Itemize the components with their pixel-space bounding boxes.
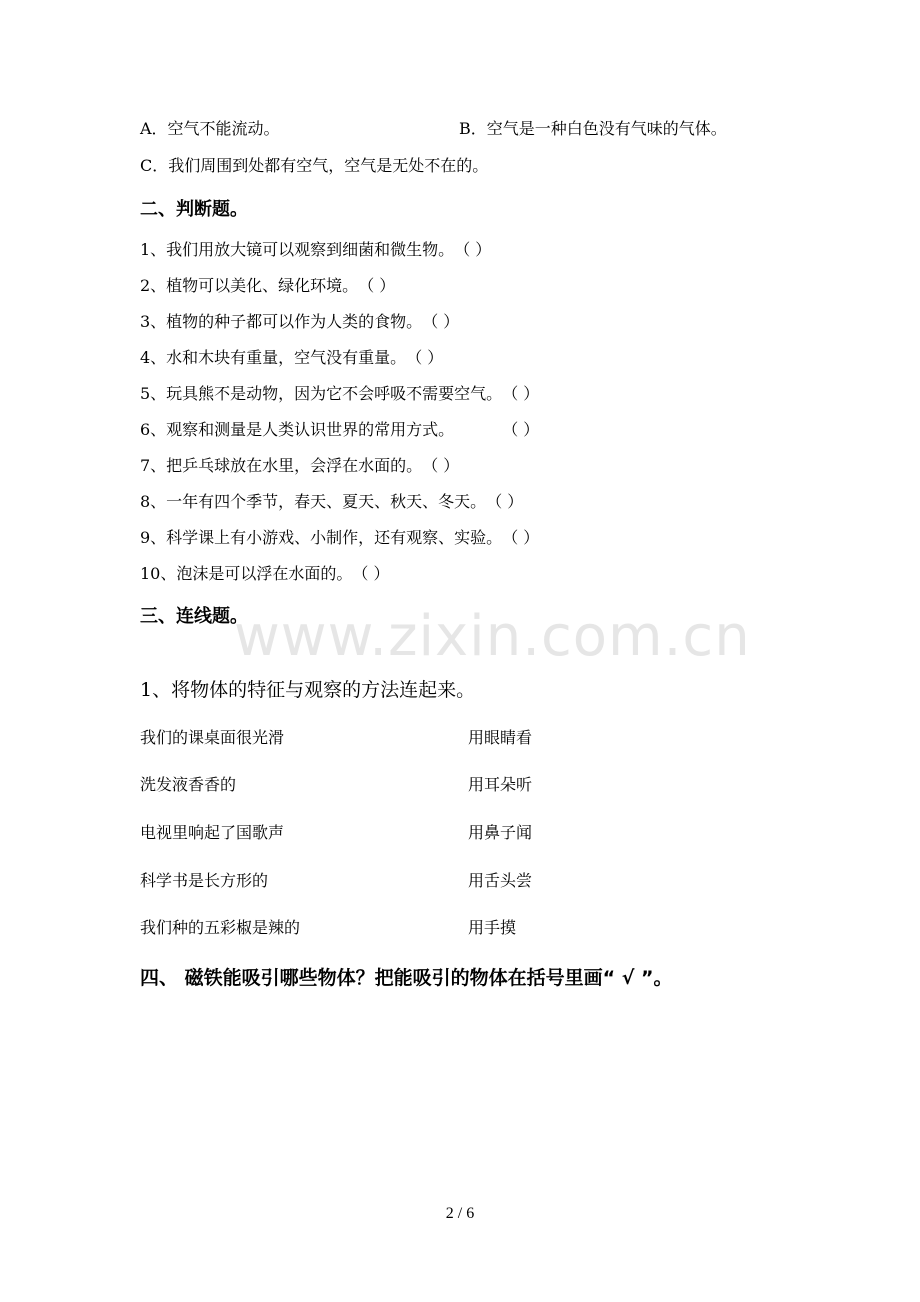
judgement-text: 6、观察和测量是人类认识世界的常用方式。 xyxy=(140,420,455,439)
judgement-item xyxy=(140,312,459,332)
section-3-title: 三、连线题。 xyxy=(140,606,248,627)
page-number: 2 / 6 xyxy=(445,1205,475,1222)
answer-paren[interactable]: （ ） xyxy=(502,420,540,439)
feature-item[interactable]: 我们种的五彩椒是辣的 xyxy=(140,918,301,937)
judgement-text: 1、我们用放大镜可以观察到细菌和微生物。 xyxy=(140,240,455,259)
option-a: A．空气不能流动。 xyxy=(140,119,280,138)
answer-paren[interactable]: （ ） xyxy=(422,456,460,475)
feature-item[interactable]: 科学书是长方形的 xyxy=(140,871,269,890)
answer-paren[interactable]: （ ） xyxy=(352,564,390,583)
watermark: www.zixin.com.cn xyxy=(234,604,751,669)
judgement-text: 5、玩具熊不是动物，因为它不会呼吸不需要空气。 xyxy=(140,384,503,403)
judgement-item xyxy=(140,240,491,260)
answer-paren[interactable]: （ ） xyxy=(422,312,460,331)
feature-item[interactable]: 我们的课桌面很光滑 xyxy=(140,728,285,747)
feature-item[interactable]: 电视里响起了国歌声 xyxy=(140,823,285,842)
option-b: B．空气是一种白色没有气味的气体。 xyxy=(459,119,727,138)
section-4-title: 四、 磁铁能吸引哪些物体？把能吸引的物体在括号里画“ √ ”。 xyxy=(140,967,673,989)
method-item[interactable]: 用手摸 xyxy=(468,918,517,937)
answer-paren[interactable]: （ ） xyxy=(486,492,524,511)
section-3-subtitle: 1、将物体的特征与观察的方法连起来。 xyxy=(140,679,476,701)
answer-paren[interactable]: （ ） xyxy=(502,384,540,403)
method-item[interactable]: 用眼睛看 xyxy=(468,728,533,747)
answer-paren[interactable]: （ ） xyxy=(502,528,540,547)
method-item[interactable]: 用鼻子闻 xyxy=(468,823,533,842)
judgement-text: 8、一年有四个季节，春天、夏天、秋天、冬天。 xyxy=(140,492,487,511)
judgement-text: 10、泡沫是可以浮在水面的。 xyxy=(140,564,353,583)
judgement-item xyxy=(140,384,539,404)
judgement-text: 4、水和木块有重量，空气没有重量。 xyxy=(140,348,407,367)
answer-paren[interactable]: （ ） xyxy=(358,276,396,295)
answer-paren[interactable]: （ ） xyxy=(406,348,444,367)
judgement-text: 9、科学课上有小游戏、小制作，还有观察、实验。 xyxy=(140,528,503,547)
judgement-item xyxy=(140,348,443,368)
judgement-text: 2、植物可以美化、绿化环境。 xyxy=(140,276,359,295)
judgement-text: 3、植物的种子都可以作为人类的食物。 xyxy=(140,312,423,331)
judgement-text: 7、把乒乓球放在水里，会浮在水面的。 xyxy=(140,456,423,475)
judgement-item xyxy=(140,564,389,584)
judgement-item xyxy=(140,276,395,296)
judgement-item xyxy=(140,420,539,440)
option-c: C．我们周围到处都有空气，空气是无处不在的。 xyxy=(140,156,489,175)
method-item[interactable]: 用舌头尝 xyxy=(468,871,533,890)
judgement-item xyxy=(140,456,459,476)
judgement-item xyxy=(140,528,539,548)
method-item[interactable]: 用耳朵听 xyxy=(468,775,533,794)
answer-paren[interactable]: （ ） xyxy=(454,240,492,259)
section-2-title: 二、判断题。 xyxy=(140,199,248,220)
feature-item[interactable]: 洗发液香香的 xyxy=(140,775,237,794)
judgement-item xyxy=(140,492,523,512)
